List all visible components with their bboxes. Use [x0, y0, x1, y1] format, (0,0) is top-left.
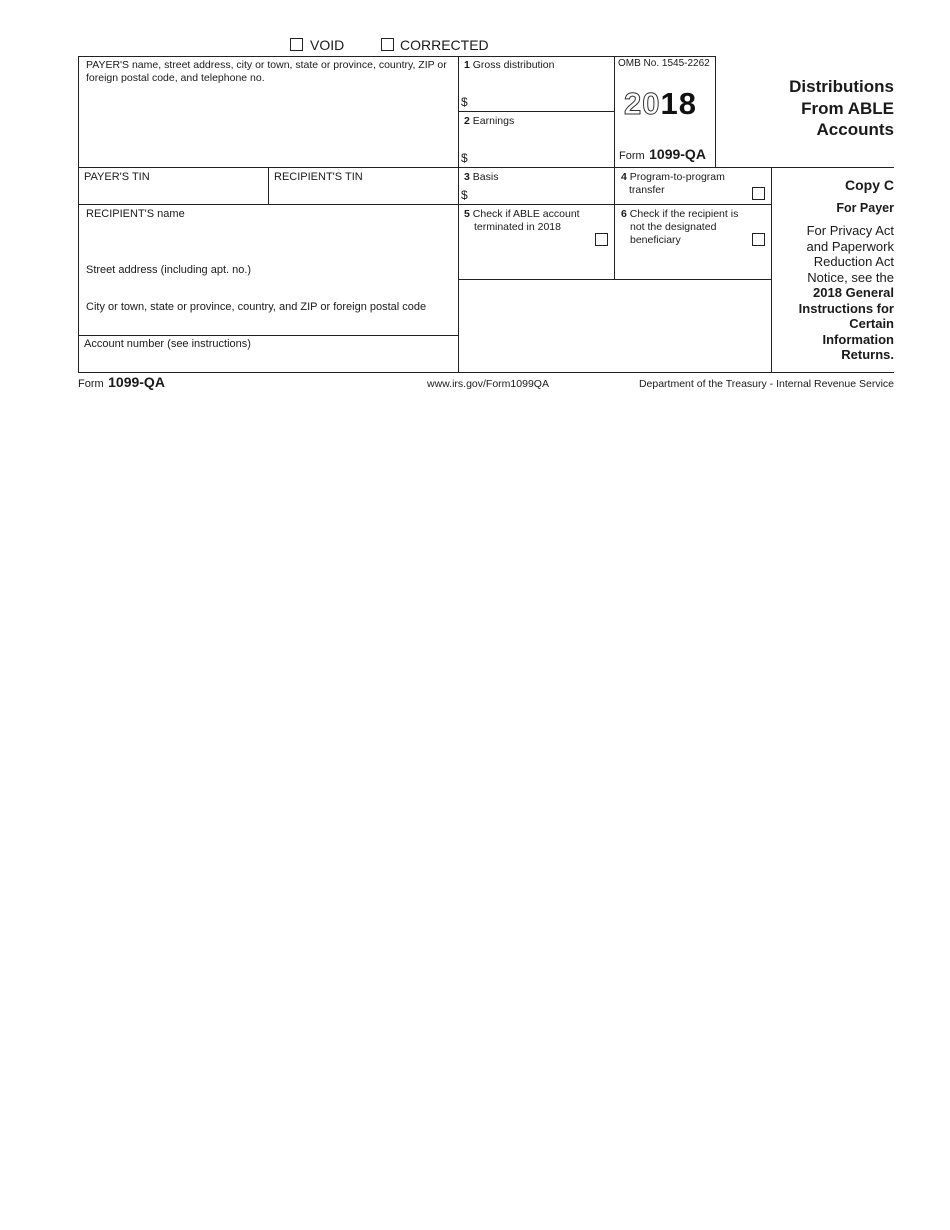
box1-label: 1 Gross distribution [464, 59, 555, 71]
account-number-field[interactable] [80, 351, 456, 370]
box1-gross-distribution-field[interactable] [472, 74, 612, 108]
form-title: Distributions From ABLE Accounts [789, 77, 894, 139]
city-label: City or town, state or province, country, and ZIP or foreign postal code [86, 301, 427, 313]
box5-label: 5 Check if ABLE account terminated in 2018 [464, 208, 580, 233]
street-address-label: Street address (including apt. no.) [86, 264, 252, 276]
corrected-label: CORRECTED [400, 37, 489, 53]
box6-label: 6 Check if the recipient is not the designated beneficiary [621, 208, 739, 246]
footer-url: www.irs.gov/Form1099QA [427, 378, 549, 390]
copy-label: Copy C [845, 177, 894, 193]
box5-checkbox[interactable] [595, 233, 608, 246]
payer-name-label: PAYER'S name, street address, city or town, state or province, country, ZIP or foreign postal code, and telephone no. [86, 59, 447, 84]
footer-form-number: Form 1099-QA [78, 374, 165, 390]
void-label: VOID [310, 37, 345, 53]
recipient-tin-label: RECIPIENT'S TIN [274, 171, 363, 183]
copy-c-panel [774, 177, 894, 363]
city-field[interactable] [80, 314, 456, 333]
box2-dollar: $ [461, 151, 468, 165]
box3-dollar: $ [461, 188, 468, 202]
corrected-checkbox[interactable] [381, 38, 394, 51]
recipient-name-field[interactable] [80, 222, 456, 260]
footer-department: Department of the Treasury - Internal Revenue Service [638, 378, 894, 390]
box2-earnings-field[interactable] [472, 130, 612, 164]
box6-checkbox[interactable] [752, 233, 765, 246]
for-payer-label: For Payer [836, 201, 894, 215]
box3-label: 3 Basis [464, 171, 499, 183]
recipient-name-label: RECIPIENT'S name [86, 208, 185, 220]
box2-label: 2 Earnings [464, 115, 515, 127]
payer-tin-field[interactable] [80, 184, 266, 202]
payer-tin-label: PAYER'S TIN [84, 171, 150, 183]
box1-dollar: $ [461, 95, 468, 109]
box4-checkbox[interactable] [752, 187, 765, 200]
form-number-header: Form 1099-QA [619, 146, 706, 162]
payer-name-field[interactable] [80, 85, 456, 165]
privacy-notice: For Privacy Act and Paperwork Reduction Act Notice, see the 2018 General Instructions for Certain Information Returns. [798, 223, 894, 362]
recipient-tin-field[interactable] [270, 184, 456, 202]
account-number-label: Account number (see instructions) [84, 338, 251, 350]
box3-basis-field[interactable] [472, 184, 612, 202]
box4-label: 4 Program-to-program transfer [621, 171, 725, 196]
tax-year: 2018 [624, 86, 697, 121]
void-checkbox[interactable] [290, 38, 303, 51]
street-address-field[interactable] [80, 277, 456, 297]
omb-number: OMB No. 1545-2262 [618, 58, 710, 69]
